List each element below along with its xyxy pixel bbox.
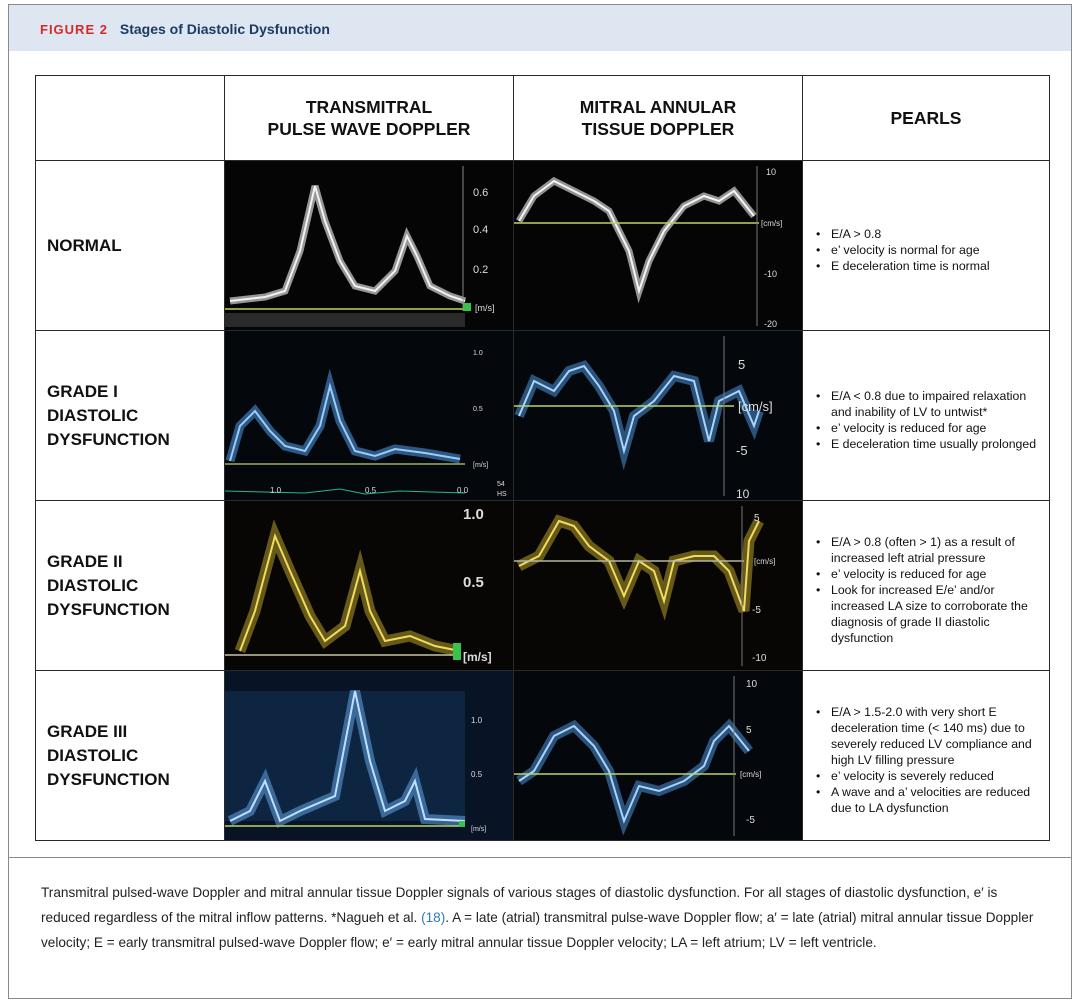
unit-label: [cm/s] — [740, 770, 762, 779]
pearl-item: • E/A < 0.8 due to impaired relaxation and inability of LV to untwist* — [813, 388, 1041, 420]
pearls-cell — [803, 331, 1050, 501]
scale-label: 5 — [754, 513, 760, 524]
pearl-item: • e’ velocity is normal for age — [813, 242, 1041, 258]
diastolic-stages-table — [35, 75, 1050, 841]
header-annular — [514, 76, 803, 161]
header-annular-line2: TISSUE DOPPLER — [581, 119, 735, 139]
pearl-item: • e’ velocity is reduced for age — [813, 420, 1041, 436]
unit-label: [cm/s] — [761, 219, 783, 228]
stage-label: GRADE III DIASTOLIC DYSFUNCTION — [36, 671, 225, 841]
scale-label: 1.0 — [270, 486, 282, 495]
figure-title: Stages of Diastolic Dysfunction — [119, 21, 330, 37]
transmitral-doppler-svg — [225, 331, 514, 500]
figure-number: FIGURE 2 — [40, 22, 108, 37]
scale-label: 0.2 — [473, 264, 489, 276]
pearl-item: • E deceleration time usually prolonged — [813, 436, 1041, 452]
stage-row — [36, 501, 1050, 671]
pearls-list — [813, 704, 1041, 816]
pearl-item: • Look for increased E/e’ and/or increased LA size to corroborate the diagnosis of grade II diastolic dysfunction — [813, 582, 1041, 646]
scale-label: 1.0 — [473, 350, 483, 357]
stage-row — [36, 671, 1050, 841]
pearl-item: • E/A > 0.8 (often > 1) as a result of increased left atrial pressure — [813, 534, 1041, 566]
scale-label: -5 — [736, 443, 748, 458]
annular-tissue-doppler-svg — [514, 671, 803, 840]
unit-label: [m/s] — [473, 462, 489, 469]
scale-label: 10 — [736, 487, 750, 500]
scale-label: -10 — [752, 653, 767, 664]
pearl-item: • E deceleration time is normal — [813, 258, 1041, 274]
pearl-item: • E/A > 1.5-2.0 with very short E deceleration time (< 140 ms) due to severely reduced LV compliance and high LV filling pressure — [813, 704, 1041, 768]
unit-label: [cm/s] — [738, 399, 773, 414]
transmitral-doppler-svg — [225, 501, 514, 670]
scale-label: -5 — [746, 815, 755, 826]
caption-text-1: Transmitral pulsed-wave Doppler and mitral annular tissue Doppler signals of various stages of diastolic dysfunction. For all stages of diastolic dysfunction, e′ is reduced regardless of the mitral inflow patterns. *Nagueh et al. — [41, 885, 998, 925]
annular-tissue-doppler-image — [514, 501, 803, 671]
header-transmitral-line1: TRANSMITRAL — [305, 97, 433, 117]
pearl-item: • E/A > 0.8 — [813, 226, 1041, 242]
scale-label: 0.5 — [463, 574, 484, 591]
scale-label: 0.0 — [457, 486, 469, 495]
scale-label: 0.5 — [365, 486, 377, 495]
transmitral-doppler-image — [225, 331, 514, 501]
scale-label: 5 — [746, 725, 752, 736]
pearls-cell — [803, 161, 1050, 331]
pearl-item: • A wave and a’ velocities are reduced due to LA dysfunction — [813, 784, 1041, 816]
caption-citation-link[interactable]: (18) — [421, 910, 446, 925]
scale-label: 5 — [738, 357, 746, 372]
pearls-list — [813, 388, 1041, 452]
unit-label: [m/s] — [475, 303, 495, 313]
scale-label: -5 — [752, 605, 761, 616]
scale-label: 10 — [766, 167, 777, 177]
unit-label: [cm/s] — [754, 557, 776, 566]
header-row — [36, 76, 1050, 161]
caption-text-2: . A = late (atrial) transmitral pulse-wave Doppler flow; a′ = late (atrial) mitral annular tissue Doppler velocity; E = early transmitral pulsed-wave Doppler flow; e′ = early mitral annular tissue Doppler velocity; LA = left atrium; LV = left ventricle. — [41, 910, 1034, 950]
transmitral-doppler-image — [225, 501, 514, 671]
transmitral-doppler-svg — [225, 671, 514, 840]
pearl-item: • e’ velocity is severely reduced — [813, 768, 1041, 784]
pearls-cell — [803, 501, 1050, 671]
unit-label: [m/s] — [471, 826, 487, 833]
scale-label: 54 — [497, 481, 505, 488]
header-annular-line1: MITRAL ANNULAR — [579, 97, 737, 117]
annular-tissue-doppler-svg — [514, 501, 803, 670]
scale-label: HS — [497, 491, 507, 498]
unit-label: [m/s] — [463, 650, 492, 664]
scale-label: 0.6 — [473, 187, 489, 199]
annular-tissue-doppler-image — [514, 671, 803, 841]
stage-label: GRADE I DIASTOLIC DYSFUNCTION — [36, 331, 225, 501]
pearls-cell — [803, 671, 1050, 841]
scale-label: 10 — [746, 679, 758, 690]
stage-row — [36, 331, 1050, 501]
annular-tissue-doppler-svg — [514, 331, 803, 500]
header-pearls: PEARLS — [803, 76, 1050, 161]
stage-row — [36, 161, 1050, 331]
header-blank — [36, 76, 225, 161]
scale-label: -10 — [764, 269, 778, 279]
pearls-list — [813, 226, 1041, 274]
scale-label: 0.5 — [471, 770, 483, 779]
figure-frame — [8, 4, 1072, 999]
scale-label: 1.0 — [471, 716, 483, 725]
transmitral-doppler-image — [225, 671, 514, 841]
stage-label: GRADE II DIASTOLIC DYSFUNCTION — [36, 501, 225, 671]
scale-label: 0.4 — [473, 224, 489, 236]
figure-caption — [9, 857, 1071, 1000]
annular-tissue-doppler-image — [514, 331, 803, 501]
header-transmitral-line2: PULSE WAVE DOPPLER — [267, 119, 471, 139]
annular-tissue-doppler-svg — [514, 161, 803, 330]
stage-label: NORMAL — [36, 161, 225, 331]
figure-header — [9, 5, 1071, 51]
pearl-item: • e’ velocity is reduced for age — [813, 566, 1041, 582]
scale-label: -20 — [764, 319, 778, 329]
annular-tissue-doppler-image — [514, 161, 803, 331]
transmitral-doppler-image — [225, 161, 514, 331]
scale-label: 0.5 — [473, 406, 483, 413]
pearls-list — [813, 534, 1041, 646]
transmitral-doppler-svg — [225, 161, 514, 330]
header-transmitral — [225, 76, 514, 161]
scale-label: 1.0 — [463, 506, 484, 523]
